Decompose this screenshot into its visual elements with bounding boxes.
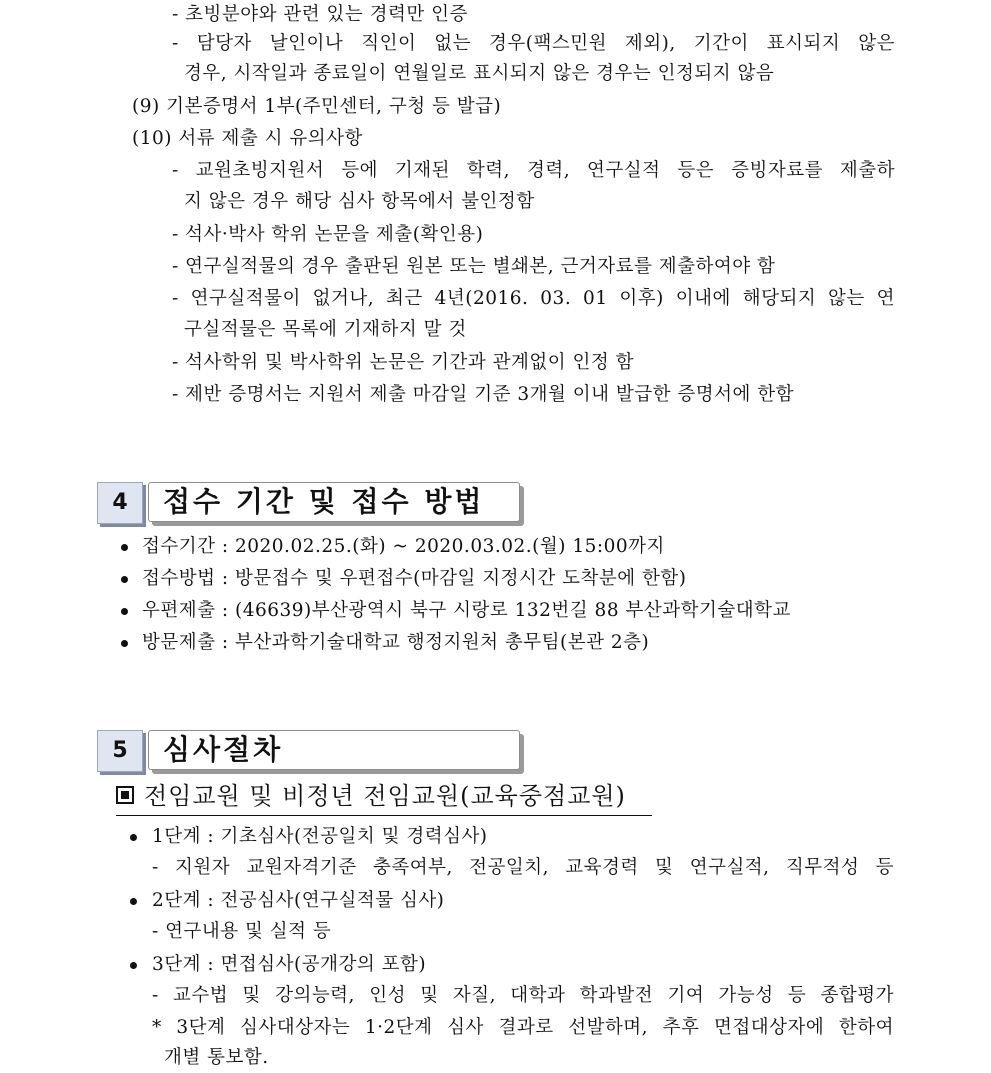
- item-submission-notes: (10) 서류 제출 시 유의사항: [132, 128, 363, 149]
- section-4-number: 4: [97, 482, 143, 524]
- item-basic-certificate: (9) 기본증명서 1부(주민센터, 구청 등 발급): [132, 96, 502, 117]
- submission-note: - 석사학위 및 박사학위 논문은 기간과 관계없이 인정 함: [172, 352, 634, 373]
- receipt-method: 접수방법 : 방문접수 및 우편접수(마감일 지정시간 도착분에 한함): [142, 568, 687, 589]
- subheading-text: 전임교원 및 비정년 전임교원(교육중점교원): [144, 782, 626, 810]
- career-exclusion-line: - 담당자 날인이나 직인이 없는 경우(팩스민원 제외), 기간이 표시되지 않은: [172, 33, 895, 54]
- postal-submission: 우편제출 : (46639)부산광역시 북구 시랑로 132번길 88 부산과학기술대학교: [142, 600, 791, 621]
- section-5-title: 심사절차: [148, 730, 520, 770]
- submission-note: - 석사·박사 학위 논문을 제출(확인용): [172, 224, 484, 245]
- subheading: [116, 779, 626, 813]
- step-1-label: 1단계 : 기초심사(전공일치 및 경력심사): [152, 826, 488, 847]
- step-3-label: 3단계 : 면접심사(공개강의 포함): [152, 954, 427, 975]
- bullet-icon: [130, 962, 137, 969]
- footnote-cont: 개별 통보함.: [164, 1047, 269, 1068]
- filled-square-icon: [116, 786, 134, 804]
- submission-note: - 연구실적물이 없거나, 최근 4년(2016. 03. 01 이후) 이내에 해당되지 않는 연: [172, 288, 895, 309]
- section-5-number: 5: [97, 730, 143, 772]
- step-1-detail: - 지원자 교원자격기준 충족여부, 전공일치, 교육경력 및 연구실적, 직무적성 등: [152, 857, 894, 878]
- submission-note-cont: 구실적물은 목록에 기재하지 말 것: [184, 319, 467, 340]
- career-note-line: - 초빙분야와 관련 있는 경력만 인증: [172, 4, 468, 25]
- bullet-icon: [121, 576, 128, 583]
- submission-note: - 교원초빙지원서 등에 기재된 학력, 경력, 연구실적 등은 증빙자료를 제출하: [172, 160, 895, 181]
- receipt-period: 접수기간 : 2020.02.25.(화) ~ 2020.03.02.(월) 15:00까지: [142, 536, 665, 557]
- bullet-icon: [130, 898, 137, 905]
- bullet-icon: [121, 544, 128, 551]
- submission-note: - 연구실적물의 경우 출판된 원본 또는 별쇄본, 근거자료를 제출하여야 함: [172, 256, 776, 277]
- bullet-icon: [130, 834, 137, 841]
- subheading-underline: [116, 815, 652, 816]
- career-exclusion-line-cont: 경우, 시작일과 종료일이 연월일로 표시되지 않은 경우는 인정되지 않음: [184, 63, 775, 84]
- bullet-icon: [121, 640, 128, 647]
- step-3-detail: - 교수법 및 강의능력, 인성 및 자질, 대학과 학과발전 기여 가능성 등 종합평가: [152, 985, 894, 1006]
- bullet-icon: [121, 608, 128, 615]
- submission-note: - 제반 증명서는 지원서 제출 마감일 기준 3개월 이내 발급한 증명서에 한함: [172, 384, 794, 405]
- section-4-title: 접수 기간 및 접수 방법: [148, 482, 520, 522]
- visit-submission: 방문제출 : 부산과학기술대학교 행정지원처 총무팀(본관 2층): [142, 632, 650, 653]
- submission-note-cont: 지 않은 경우 해당 심사 항목에서 불인정함: [184, 191, 535, 212]
- step-2-label: 2단계 : 전공심사(연구실적물 심사): [152, 890, 445, 911]
- step-2-detail: - 연구내용 및 실적 등: [152, 921, 332, 942]
- footnote: * 3단계 심사대상자는 1·2단계 심사 결과로 선발하며, 추후 면접대상자에 한하여: [152, 1017, 894, 1038]
